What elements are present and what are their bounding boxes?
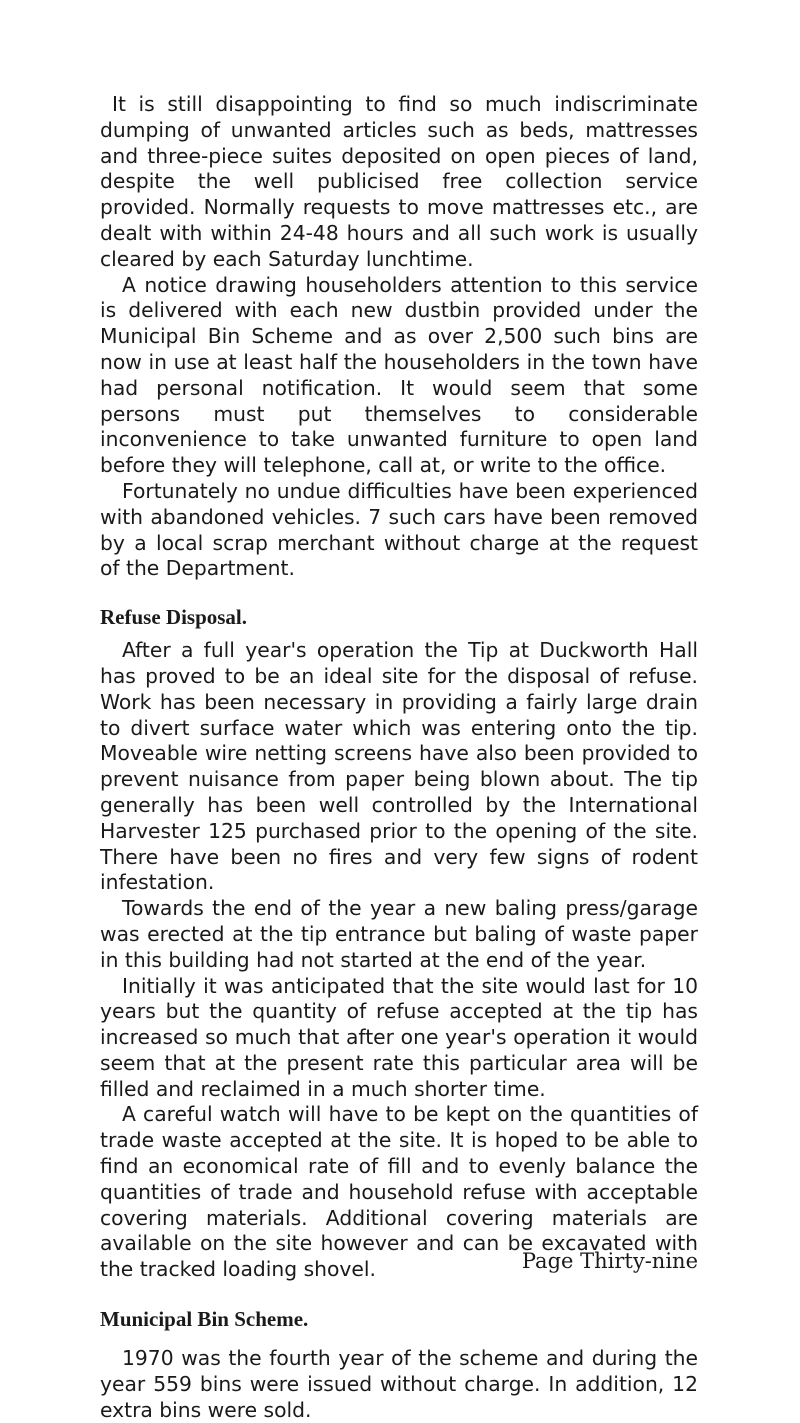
paragraph: 1970 was the fourth year of the scheme and during the year 559 bins were issued without charge. In addition, 12 extra bins were sold. (100, 1346, 698, 1422)
section-heading-refuse-disposal: Refuse Disposal. (100, 605, 248, 630)
paragraph: A careful watch will have to be kept on the quantities of trade waste accepted at the site. It is hoped to be able to find an economical rate of fill and to evenly balance the quantities of trade and household refuse with acceptable covering materials. Additional covering materials are available on the site however and can be excavated with the tracked loading shovel. (100, 1102, 698, 1282)
refuse-disposal-section (100, 605, 698, 1283)
paragraph: Towards the end of the year a new baling press/garage was erected at the tip entrance but baling of waste paper in this building had not started at the end of the year. (100, 896, 698, 972)
page-number: Page Thirty-nine (521, 1249, 698, 1273)
municipal-bin-scheme-section (100, 1307, 698, 1423)
paragraph: After a full year's operation the Tip at Duckworth Hall has proved to be an ideal site for the disposal of refuse. Work has been necessary in providing a fairly large drain to divert surface water which was entering onto the tip. Moveable wire netting screens have also been provided to prevent nuisance from paper being blown about. The tip generally has been well controlled by the International Harvester 125 purchased prior to the opening of the site. There have been no fires and very few signs of rodent infestation. (100, 638, 698, 895)
document-page (100, 92, 698, 1423)
section-heading-municipal-bin-scheme: Municipal Bin Scheme. (100, 1307, 309, 1332)
paragraph: A notice drawing householders attention to this service is delivered with each new dustbin provided under the Municipal Bin Scheme and as over 2,500 such bins are now in use at least half the householders in the town have had personal notification. It would seem that some persons must put themselves to considerable inconvenience to take unwanted furniture to open land before they will telephone, call at, or write to the office. (100, 272, 698, 478)
paragraph: Initially it was anticipated that the site would last for 10 years but the quantity of refuse accepted at the tip has increased so much that after one year's operation it would seem that at the present rate this particular area will be filled and reclaimed in a much shorter time. (100, 973, 698, 1101)
paragraph: Fortunately no undue difficulties have been experienced with abandoned vehicles. 7 such cars have been removed by a local scrap merchant without charge at the request of the Department. (100, 478, 698, 581)
paragraph: It is still disappointing to find so much indiscriminate dumping of unwanted articles such as beds, mattresses and three-piece suites deposited on open pieces of land, despite the well publicised free collection service provided. Normally requests to move mattresses etc., are dealt with within 24-48 hours and all such work is usually cleared by each Saturday lunchtime. (100, 92, 698, 271)
intro-section (100, 92, 698, 582)
